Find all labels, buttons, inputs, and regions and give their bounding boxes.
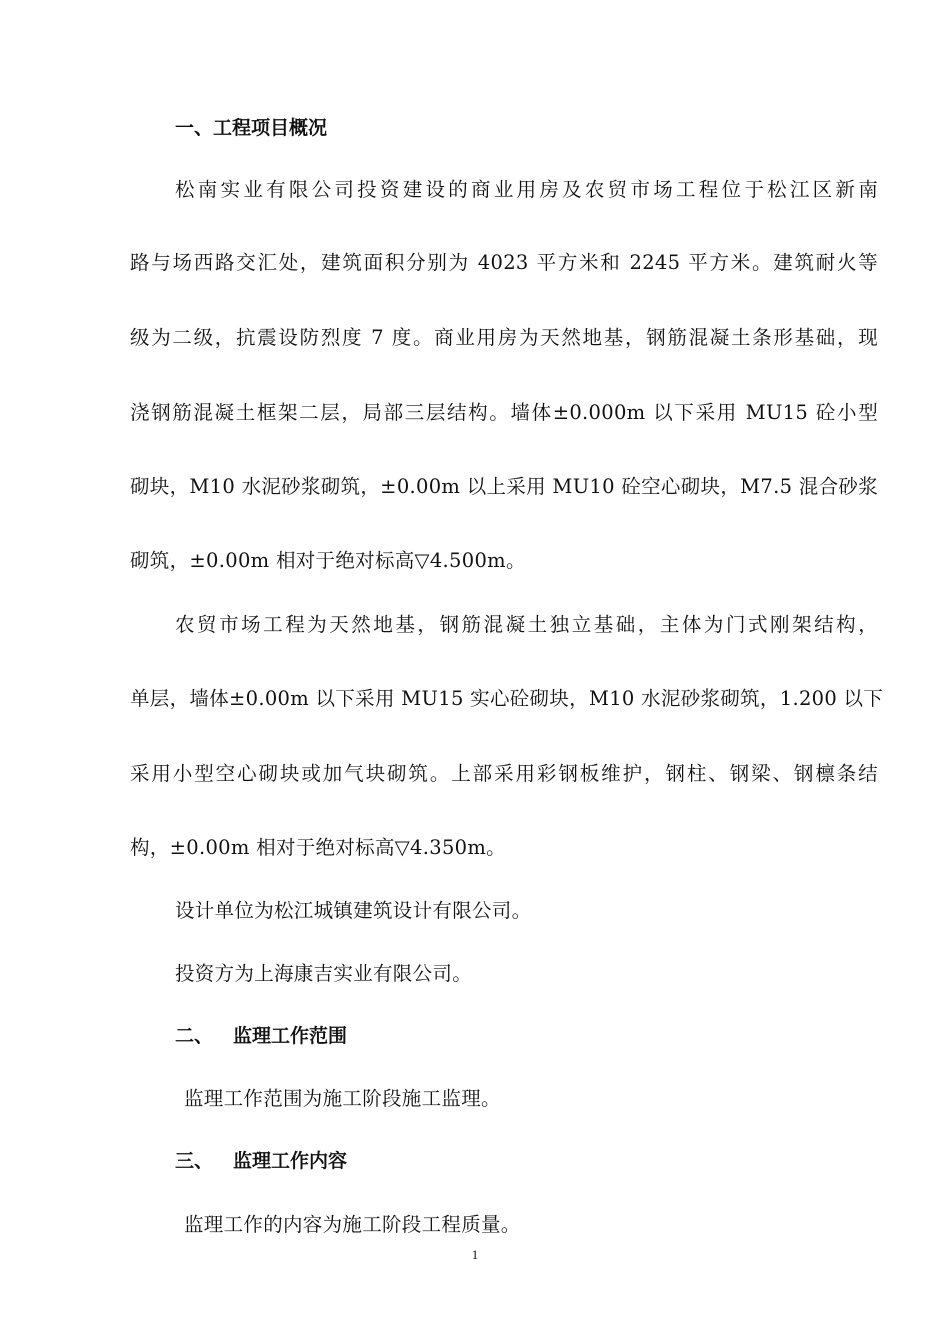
section3-number: 三、 bbox=[175, 1150, 214, 1172]
section1-para1-line1: 松南实业有限公司投资建设的商业用房及农贸市场工程位于松江区新南 bbox=[175, 178, 878, 201]
section3-heading bbox=[175, 1147, 347, 1175]
section1-heading: 一、工程项目概况 bbox=[175, 117, 328, 139]
section2-number: 二、 bbox=[175, 1025, 214, 1047]
section1-para1-line2: 路与场西路交汇处，建筑面积分别为 4023 平方米和 2245 平方米。建筑耐火等 bbox=[130, 251, 878, 274]
section1-para1-line6: 砌筑，±0.00m 相对于绝对标高▽4.500m。 bbox=[130, 549, 526, 572]
section2-heading bbox=[175, 1022, 347, 1050]
page-number: 1 bbox=[471, 1247, 479, 1262]
section2-title: 监理工作范围 bbox=[233, 1025, 348, 1047]
section3-title: 监理工作内容 bbox=[233, 1150, 348, 1172]
section1-para2-line3: 采用小型空心砌块或加气块砌筑。上部采用彩钢板维护，钢柱、钢梁、钢檩条结 bbox=[130, 762, 878, 785]
section1-para1-line5: 砌块，M10 水泥砂浆砌筑，±0.00m 以上采用 MU10 砼空心砌块，M7.5 混合砂浆 bbox=[130, 475, 879, 498]
designer-line: 设计单位为松江城镇建筑设计有限公司。 bbox=[175, 899, 532, 922]
section1-para1-line3: 级为二级，抗震设防烈度 7 度。商业用房为天然地基，钢筋混凝土条形基础，现 bbox=[130, 326, 878, 349]
section1-para2-line4: 构，±0.00m 相对于绝对标高▽4.350m。 bbox=[130, 836, 506, 859]
section1-para2-line2: 单层，墙体±0.00m 以下采用 MU15 实心砼砌块，M10 水泥砂浆砌筑，1.200 以下 bbox=[130, 687, 884, 710]
investor-line: 投资方为上海康吉实业有限公司。 bbox=[175, 962, 473, 985]
section1-para1-line4: 浇钢筋混凝土框架二层，局部三层结构。墙体±0.000m 以下采用 MU15 砼小型 bbox=[130, 401, 878, 424]
section3-body: 监理工作的内容为施工阶段工程质量。 bbox=[184, 1213, 521, 1236]
section1-para2-line1: 农贸市场工程为天然地基，钢筋混凝土独立基础，主体为门式刚架结构， bbox=[175, 613, 878, 636]
section2-body: 监理工作范围为施工阶段施工监理。 bbox=[184, 1087, 501, 1110]
